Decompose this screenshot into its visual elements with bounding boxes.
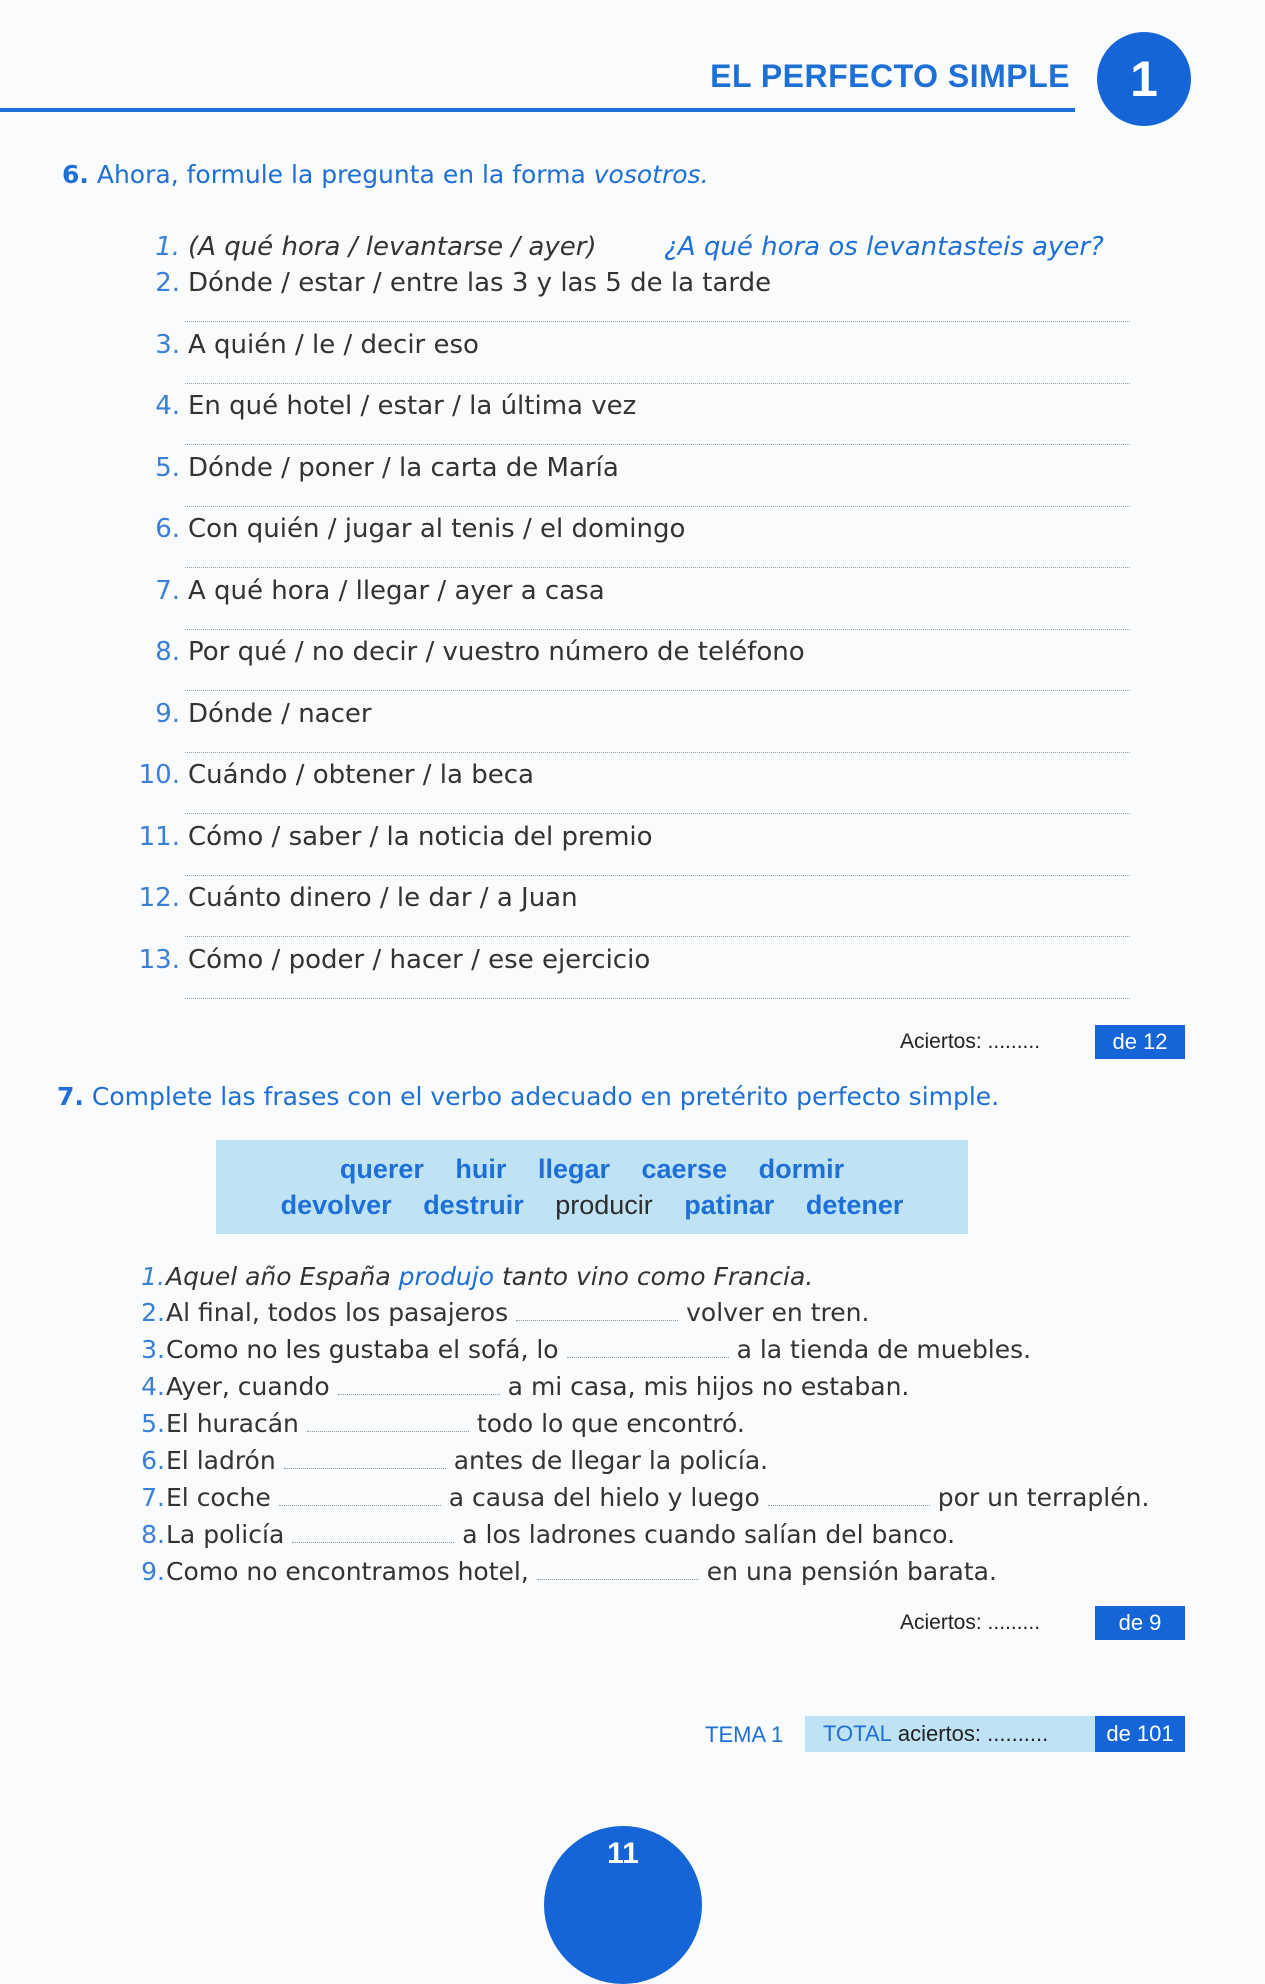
item-number: 12.	[138, 883, 180, 913]
sentence-after: todo lo que encontró.	[476, 1409, 745, 1438]
answer-line[interactable]	[185, 752, 1130, 753]
header-rule	[0, 108, 1075, 112]
item-prompt: Con quién / jugar al tenis / el domingo	[188, 514, 686, 544]
item-prompt: (A qué hora / levantarse / ayer)	[188, 232, 597, 262]
example-answer: ¿A qué hora os levantasteis ayer?	[664, 232, 1104, 262]
word-row-1	[216, 1154, 968, 1185]
item-number: 1.	[141, 1262, 165, 1291]
item-prompt: A quién / le / decir eso	[188, 329, 479, 360]
sentence-before: Ayer, cuando	[166, 1372, 330, 1401]
answer-blank[interactable]	[292, 1520, 454, 1543]
exercise-7-item	[0, 1520, 1150, 1554]
answer-line[interactable]	[185, 383, 1130, 384]
answer-line[interactable]	[185, 998, 1130, 999]
exercise-6-heading	[62, 160, 709, 189]
sentence-after: volver en tren.	[686, 1298, 870, 1327]
sentence-before: Como no les gustaba el sofá, lo	[166, 1335, 559, 1364]
answer-line[interactable]	[185, 936, 1130, 937]
exercise-7-example	[0, 1262, 1000, 1296]
word: destruir	[423, 1190, 524, 1220]
word: llegar	[537, 1154, 610, 1184]
answer-blank[interactable]	[338, 1372, 500, 1395]
word: producir	[555, 1190, 653, 1220]
header-title: EL PERFECTO SIMPLE	[710, 58, 1070, 94]
item-number: 4.	[141, 1372, 165, 1401]
item-prompt: Dónde / nacer	[188, 698, 372, 729]
example-answer: produjo	[398, 1262, 495, 1291]
item-prompt: Cómo / saber / la noticia del premio	[188, 821, 653, 852]
sentence-after: a la tienda de muebles.	[736, 1335, 1032, 1364]
item-number: 11.	[138, 821, 180, 852]
exercise-7-item	[0, 1335, 1150, 1369]
sentence-after-2: por un terraplén.	[937, 1483, 1150, 1512]
item-number: 1.	[155, 232, 180, 262]
total-word: TOTAL	[823, 1721, 892, 1746]
item-prompt: En qué hotel / estar / la última vez	[188, 391, 637, 421]
sentence-before: El coche	[166, 1483, 271, 1512]
sentence-after: a causa del hielo y luego	[448, 1483, 760, 1512]
answer-line[interactable]	[185, 321, 1130, 322]
page-number: 11	[607, 1837, 639, 1870]
item-prompt: A qué hora / llegar / ayer a casa	[188, 575, 605, 606]
total-score-bar	[805, 1716, 1095, 1752]
word: devolver	[280, 1190, 392, 1220]
sentence-before: Como no encontramos hotel,	[166, 1557, 529, 1586]
item-number: 9.	[141, 1557, 165, 1586]
item-prompt: Dónde / estar / entre las 3 y las 5 de la tarde	[188, 268, 772, 298]
answer-line[interactable]	[185, 444, 1130, 445]
exercise-6-score-box: de 12	[1095, 1025, 1185, 1059]
sentence-after: antes de llegar la policía.	[453, 1446, 769, 1475]
answer-line[interactable]	[185, 813, 1130, 814]
tema-label: TEMA 1	[705, 1722, 784, 1747]
sentence-after: tanto vino como Francia.	[501, 1262, 814, 1291]
sentence-before: El huracán	[166, 1409, 299, 1438]
sentence-after: en una pensión barata.	[706, 1557, 997, 1586]
item-number: 7.	[141, 1483, 165, 1512]
word: caerse	[641, 1154, 728, 1184]
item-number: 7.	[155, 575, 180, 606]
verb-word-box	[216, 1140, 968, 1234]
exercise-number: 6.	[62, 160, 89, 189]
item-number: 5.	[141, 1409, 165, 1438]
exercise-7-item	[0, 1557, 1150, 1591]
exercise-7-item	[0, 1372, 1150, 1406]
exercise-7-item	[0, 1298, 1150, 1332]
word: detener	[805, 1190, 904, 1220]
total-label: aciertos: ..........	[897, 1721, 1049, 1746]
answer-line[interactable]	[185, 629, 1130, 630]
exercise-7-item	[0, 1483, 1150, 1517]
sentence-before: El ladrón	[166, 1446, 276, 1475]
item-number: 2.	[141, 1298, 165, 1327]
exercise-7-score-box: de 9	[1095, 1606, 1185, 1640]
item-number: 6.	[155, 514, 180, 544]
answer-blank[interactable]	[516, 1298, 678, 1321]
word: querer	[339, 1154, 424, 1184]
exercise-6-score-label: Aciertos: .........	[900, 1030, 1041, 1053]
item-number: 3.	[155, 329, 180, 360]
item-number: 8.	[155, 637, 180, 667]
item-number: 8.	[141, 1520, 165, 1549]
answer-blank[interactable]	[284, 1446, 446, 1469]
exercise-7-score-label: Aciertos: .........	[900, 1611, 1041, 1634]
exercise-instruction: Ahora, formule la pregunta en la forma	[96, 160, 586, 189]
exercise-7-heading	[57, 1082, 999, 1111]
answer-line[interactable]	[185, 567, 1130, 568]
answer-blank[interactable]	[567, 1335, 729, 1358]
answer-line[interactable]	[185, 690, 1130, 691]
item-prompt: Cuándo / obtener / la beca	[188, 760, 534, 790]
item-number: 6.	[141, 1446, 165, 1475]
item-number: 5.	[155, 452, 180, 483]
word: dormir	[758, 1154, 845, 1184]
item-prompt: Por qué / no decir / vuestro número de teléfono	[188, 637, 805, 667]
chapter-badge: 1	[1097, 32, 1191, 126]
item-number: 4.	[155, 391, 180, 421]
sentence-after: a los ladrones cuando salían del banco.	[462, 1520, 956, 1549]
item-prompt: Cuánto dinero / le dar / a Juan	[188, 883, 578, 913]
answer-blank[interactable]	[537, 1557, 699, 1580]
sentence-after: a mi casa, mis hijos no estaban.	[507, 1372, 910, 1401]
item-number: 13.	[138, 944, 180, 975]
item-number: 2.	[155, 268, 180, 298]
total-score-box: de 101	[1095, 1716, 1185, 1752]
exercise-instruction: Complete las frases con el verbo adecuado en pretérito perfecto simple.	[91, 1082, 1000, 1111]
item-number: 10.	[138, 760, 180, 790]
word-row-2	[216, 1190, 968, 1221]
word: patinar	[684, 1190, 775, 1220]
exercise-number: 7.	[57, 1082, 84, 1111]
answer-line[interactable]	[185, 875, 1130, 876]
exercise-7-item	[0, 1446, 1150, 1480]
answer-blank[interactable]	[768, 1483, 930, 1506]
item-prompt: Cómo / poder / hacer / ese ejercicio	[188, 944, 651, 975]
answer-blank[interactable]	[279, 1483, 441, 1506]
item-prompt: Dónde / poner / la carta de María	[188, 452, 619, 483]
sentence-before: La policía	[166, 1520, 285, 1549]
answer-line[interactable]	[185, 506, 1130, 507]
item-number: 9.	[155, 698, 180, 729]
exercise-instruction-emphasis: vosotros.	[593, 160, 709, 189]
item-number: 3.	[141, 1335, 165, 1364]
exercise-7-item	[0, 1409, 1150, 1443]
answer-blank[interactable]	[307, 1409, 469, 1432]
word: huir	[455, 1154, 507, 1184]
sentence-before: Al final, todos los pasajeros	[166, 1298, 509, 1327]
sentence-before: Aquel año España	[166, 1262, 391, 1291]
